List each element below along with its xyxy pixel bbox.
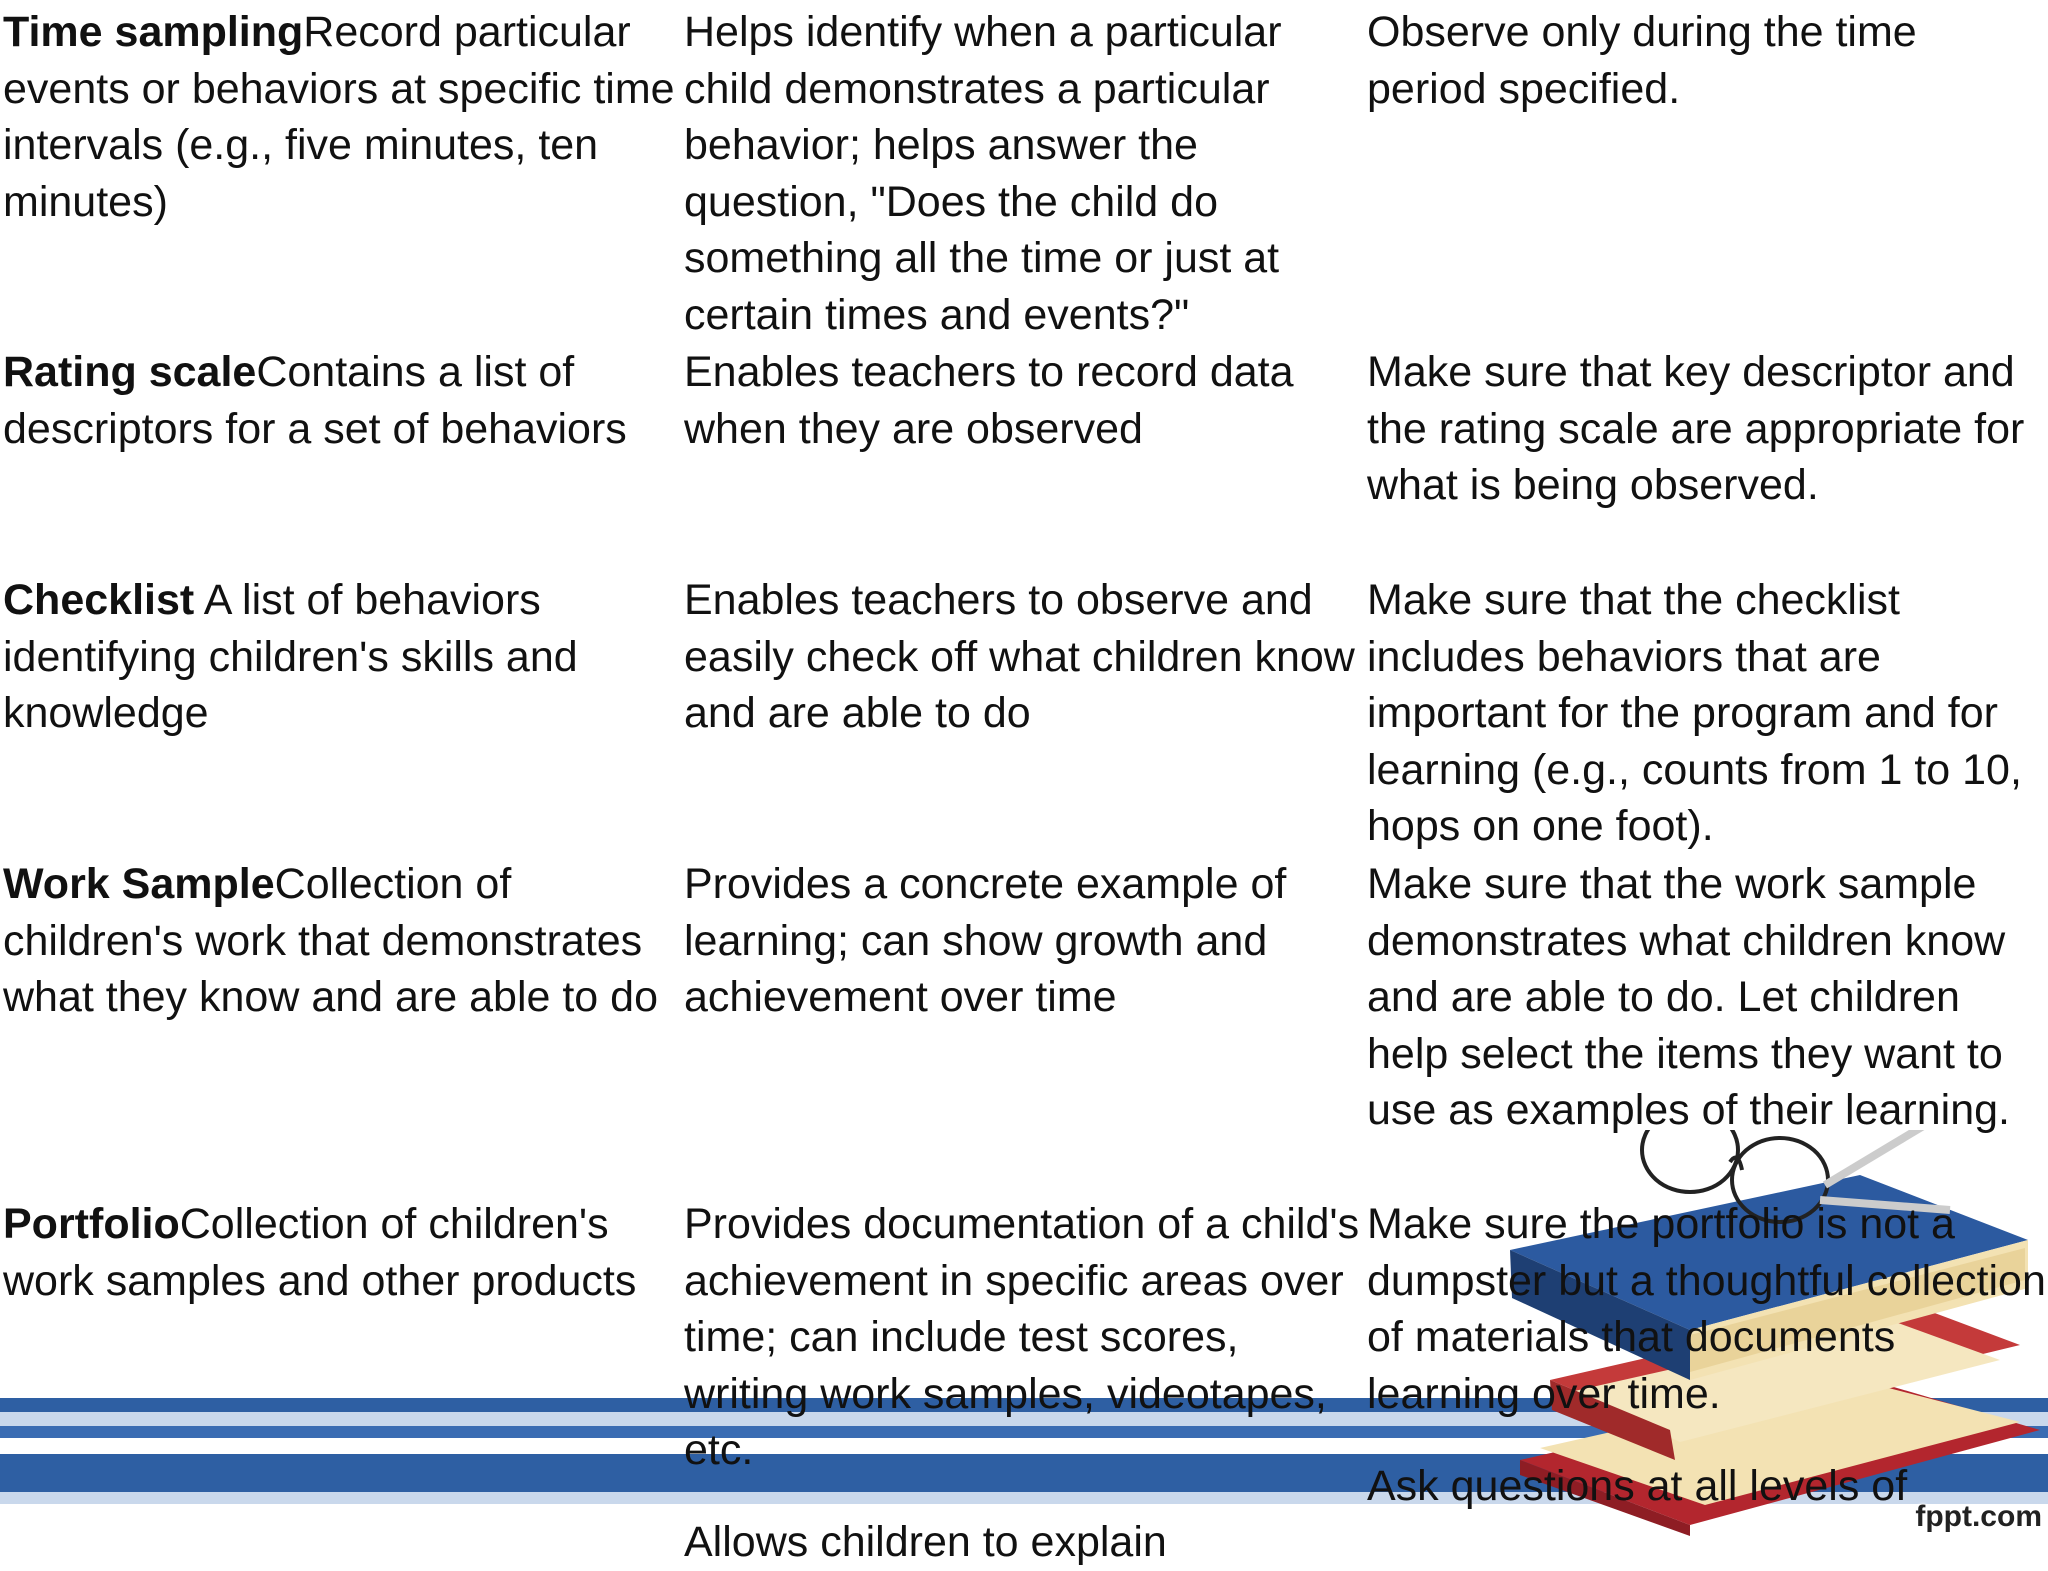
purpose-text: Allows children to explain (684, 1518, 1167, 1566)
purpose-cell (684, 344, 1364, 457)
purpose-cell (684, 572, 1364, 742)
method-description: A list of behaviors identifying children's skills and knowledge (3, 576, 590, 737)
method-description: Record particular events or behaviors at specific time intervals (e.g., five minutes, ten minutes) (3, 8, 675, 226)
method-description: Collection of children's work that demonstrates what they know and are able to do (3, 860, 658, 1021)
purpose-text: Helps identify when a particular child demonstrates a particular behavior; helps answer the question, "Does the child do something all the time or just at certain times and events?" (684, 8, 1282, 339)
watermark: fppt.com (1915, 1500, 2042, 1533)
method-cell (3, 572, 683, 742)
guidelines-cell (1367, 4, 2047, 117)
method-description: Collection of children's work samples and other products (3, 1200, 637, 1305)
method-term: Rating scale (3, 348, 257, 396)
purpose-text: Enables teachers to record data when they are observed (684, 348, 1294, 453)
method-term: Time sampling (3, 8, 304, 56)
method-cell (3, 856, 683, 1026)
guidelines-cell (1367, 1196, 2047, 1422)
method-description: Contains a list of descriptors for a set of behaviors (3, 348, 627, 453)
guidelines-text: Ask questions at all levels of (1367, 1462, 1908, 1510)
method-term: Portfolio (3, 1200, 180, 1248)
purpose-cell (684, 856, 1364, 1026)
guidelines-text: Make sure that the checklist includes behaviors that are important for the program and for learning (e.g., counts from 1 to 10, hops on one foot). (1367, 576, 2022, 850)
method-cell (3, 344, 683, 457)
table-row (0, 1462, 2048, 1566)
guidelines-text: Observe only during the time period specified. (1367, 8, 1917, 113)
purpose-cell (684, 1196, 1364, 1479)
method-term: Work Sample (3, 860, 275, 908)
purpose-text: Provides documentation of a child's achievement in specific areas over time; can include test scores, writing work samples, videotapes, etc. (684, 1200, 1360, 1474)
guidelines-cell (1367, 856, 2047, 1139)
table-row (0, 572, 2048, 854)
table-row (0, 344, 2048, 570)
guidelines-cell (1367, 344, 2047, 514)
method-cell (3, 4, 683, 230)
method-cell (3, 1196, 683, 1309)
purpose-text: Enables teachers to observe and easily check off what children know and are able to do (684, 576, 1355, 737)
guidelines-text: Make sure that key descriptor and the rating scale are appropriate for what is being observed. (1367, 348, 2025, 509)
purpose-text: Provides a concrete example of learning; can show growth and achievement over time (684, 860, 1287, 1021)
guidelines-cell (1367, 572, 2047, 855)
guidelines-text: Make sure the portfolio is not a dumpster but a thoughtful collection of materials that documents learning over time. (1367, 1200, 2046, 1418)
table-row (0, 856, 2048, 1194)
purpose-cell (684, 1514, 1364, 1571)
guidelines-text: Make sure that the work sample demonstrates what children know and are able to do. Let children help select the items they want to use as examples of their learning. (1367, 860, 2010, 1134)
table-row (0, 1196, 2048, 1478)
purpose-cell (684, 4, 1364, 343)
method-term: Checklist (3, 576, 195, 624)
table-row (0, 4, 2048, 342)
